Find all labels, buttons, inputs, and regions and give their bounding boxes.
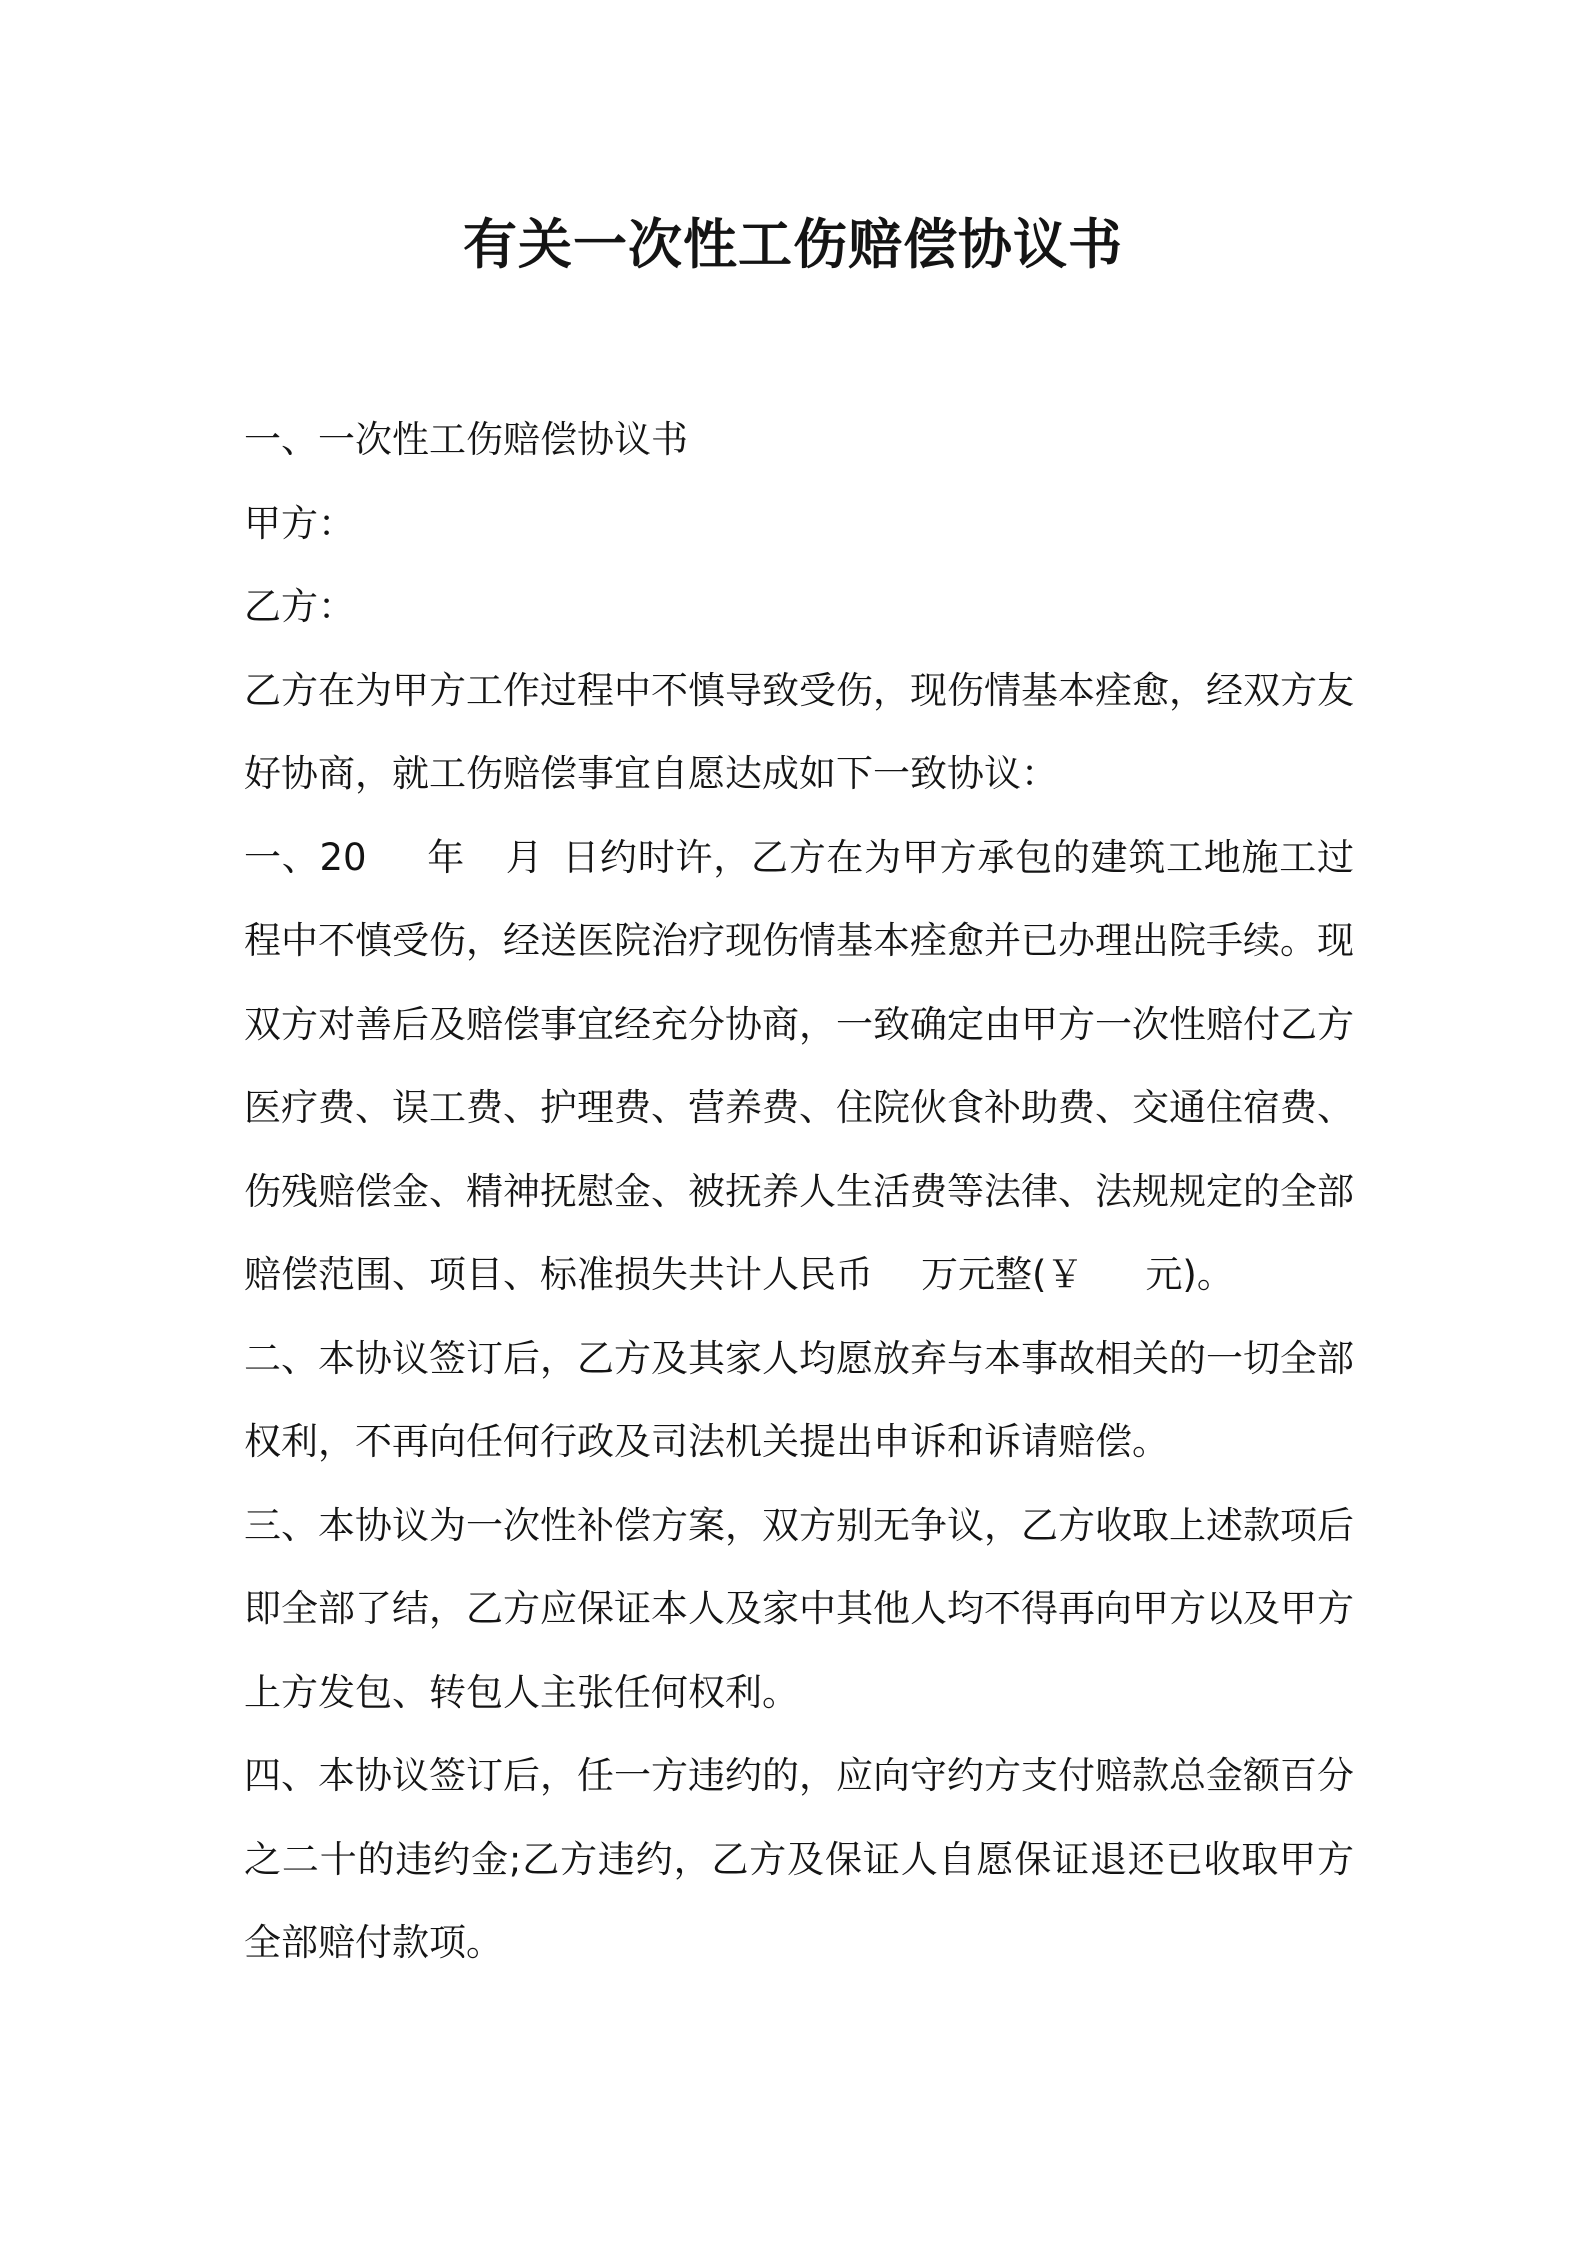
clause-1-year-unit: 年	[426, 835, 466, 879]
clause-1-prefix: 一、20	[244, 835, 367, 879]
clause-1-amount-end: 元)。	[1145, 1253, 1234, 1296]
document-body	[244, 398, 1354, 1985]
clause-1-month-unit: 月	[505, 835, 544, 879]
party-a-line: 甲方：	[244, 501, 355, 545]
document-title: 有关一次性工伤赔偿协议书	[463, 213, 1123, 276]
clause-2: 二、本协议签订后，乙方及其家人均愿放弃与本事故相关的一切全部权利，不再向任何行政及司法机关提出申诉和诉请赔偿。	[244, 1336, 1354, 1463]
clause-1-amount-label: 万元整(￥	[921, 1253, 1084, 1296]
party-b-line: 乙方：	[244, 585, 355, 628]
clause-3: 三、本协议为一次性补偿方案，双方别无争议，乙方收取上述款项后即全部了结，乙方应保证本人及家中其他人均不得再向甲方以及甲方上方发包、转包人主张任何权利。	[244, 1503, 1354, 1714]
section-heading: 一、一次性工伤赔偿协议书	[244, 418, 688, 461]
clause-1-body: 日约时许，乙方在为甲方承包的建筑工地施工过程中不慎受伤，经送医院治疗现伤情基本痊愈并已办理出院手续。现双方对善后及赔偿事宜经充分协商，一致确定由甲方一次性赔付乙方医疗费、误工费、护理费、营养费、住院伙食补助费、交通住宿费、伤残赔偿金、精神抚慰金、被抚养人生活费等法律、法规规定的全部赔偿范围、项目、标准损失共计人民币	[244, 835, 1355, 1296]
intro-paragraph: 乙方在为甲方工作过程中不慎导致受伤，现伤情基本痊愈，经双方友好协商，就工伤赔偿事宜自愿达成如下一致协议：	[244, 668, 1354, 795]
clause-1	[244, 816, 1354, 1317]
clause-4: 四、本协议签订后，任一方违约的，应向守约方支付赔款总金额百分之二十的违约金;乙方违约，乙方及保证人自愿保证退还已收取甲方全部赔付款项。	[244, 1754, 1354, 1964]
